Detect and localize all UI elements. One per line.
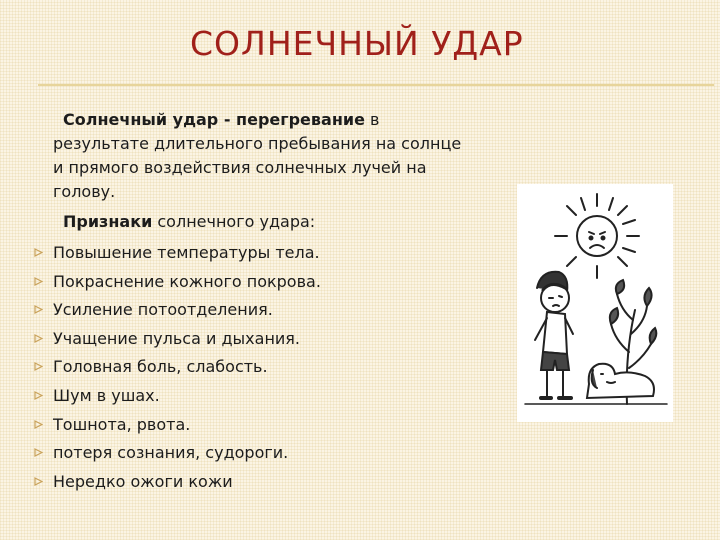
signs-term: Признаки xyxy=(63,212,153,231)
list-item-text: Покраснение кожного покрова. xyxy=(53,271,321,291)
list-item-text: Нередко ожоги кожи xyxy=(53,471,233,491)
sunstroke-child-icon xyxy=(517,184,673,422)
bullet-icon xyxy=(34,277,43,286)
bullet-icon xyxy=(34,305,43,314)
slide-content xyxy=(34,108,474,497)
list-item-text: Головная боль, слабость. xyxy=(53,357,268,377)
bullet-icon xyxy=(34,448,43,457)
list-item xyxy=(34,412,474,441)
bullet-icon xyxy=(34,248,43,257)
signs-text: солнечного удара: xyxy=(157,212,316,231)
list-item xyxy=(34,269,474,298)
list-item xyxy=(34,240,474,269)
list-item xyxy=(34,297,474,326)
bullet-icon xyxy=(34,391,43,400)
list-item-text: Учащение пульса и дыхания. xyxy=(53,328,301,348)
bullet-icon xyxy=(34,362,43,371)
list-item-text: Шум в ушах. xyxy=(53,385,160,405)
sunstroke-child-illustration xyxy=(517,184,673,422)
definition-text: в результате длительного пребывания на солнце и прямого воздействия солнечных лучей на голову. xyxy=(53,110,462,201)
bullet-icon xyxy=(34,334,43,343)
list-item-text: Тошнота, рвота. xyxy=(53,414,191,434)
list-item xyxy=(34,326,474,355)
list-item xyxy=(34,383,474,412)
bullet-icon xyxy=(34,420,43,429)
bullet-icon xyxy=(34,477,43,486)
list-item xyxy=(34,354,474,383)
signs-list xyxy=(34,240,474,497)
list-item xyxy=(34,440,474,469)
list-item-text: потеря сознания, судороги. xyxy=(53,443,289,463)
list-item-text: Повышение температуры тела. xyxy=(53,243,320,262)
list-item-text: Усиление потоотделения. xyxy=(53,300,273,320)
slide-title: СОЛНЕЧНЫЙ УДАР xyxy=(190,24,524,63)
list-item xyxy=(34,469,474,498)
title-divider xyxy=(38,84,714,86)
signs-heading xyxy=(34,210,474,234)
definition-term: Солнечный удар - перегревание xyxy=(63,110,365,129)
definition-paragraph xyxy=(34,108,474,204)
